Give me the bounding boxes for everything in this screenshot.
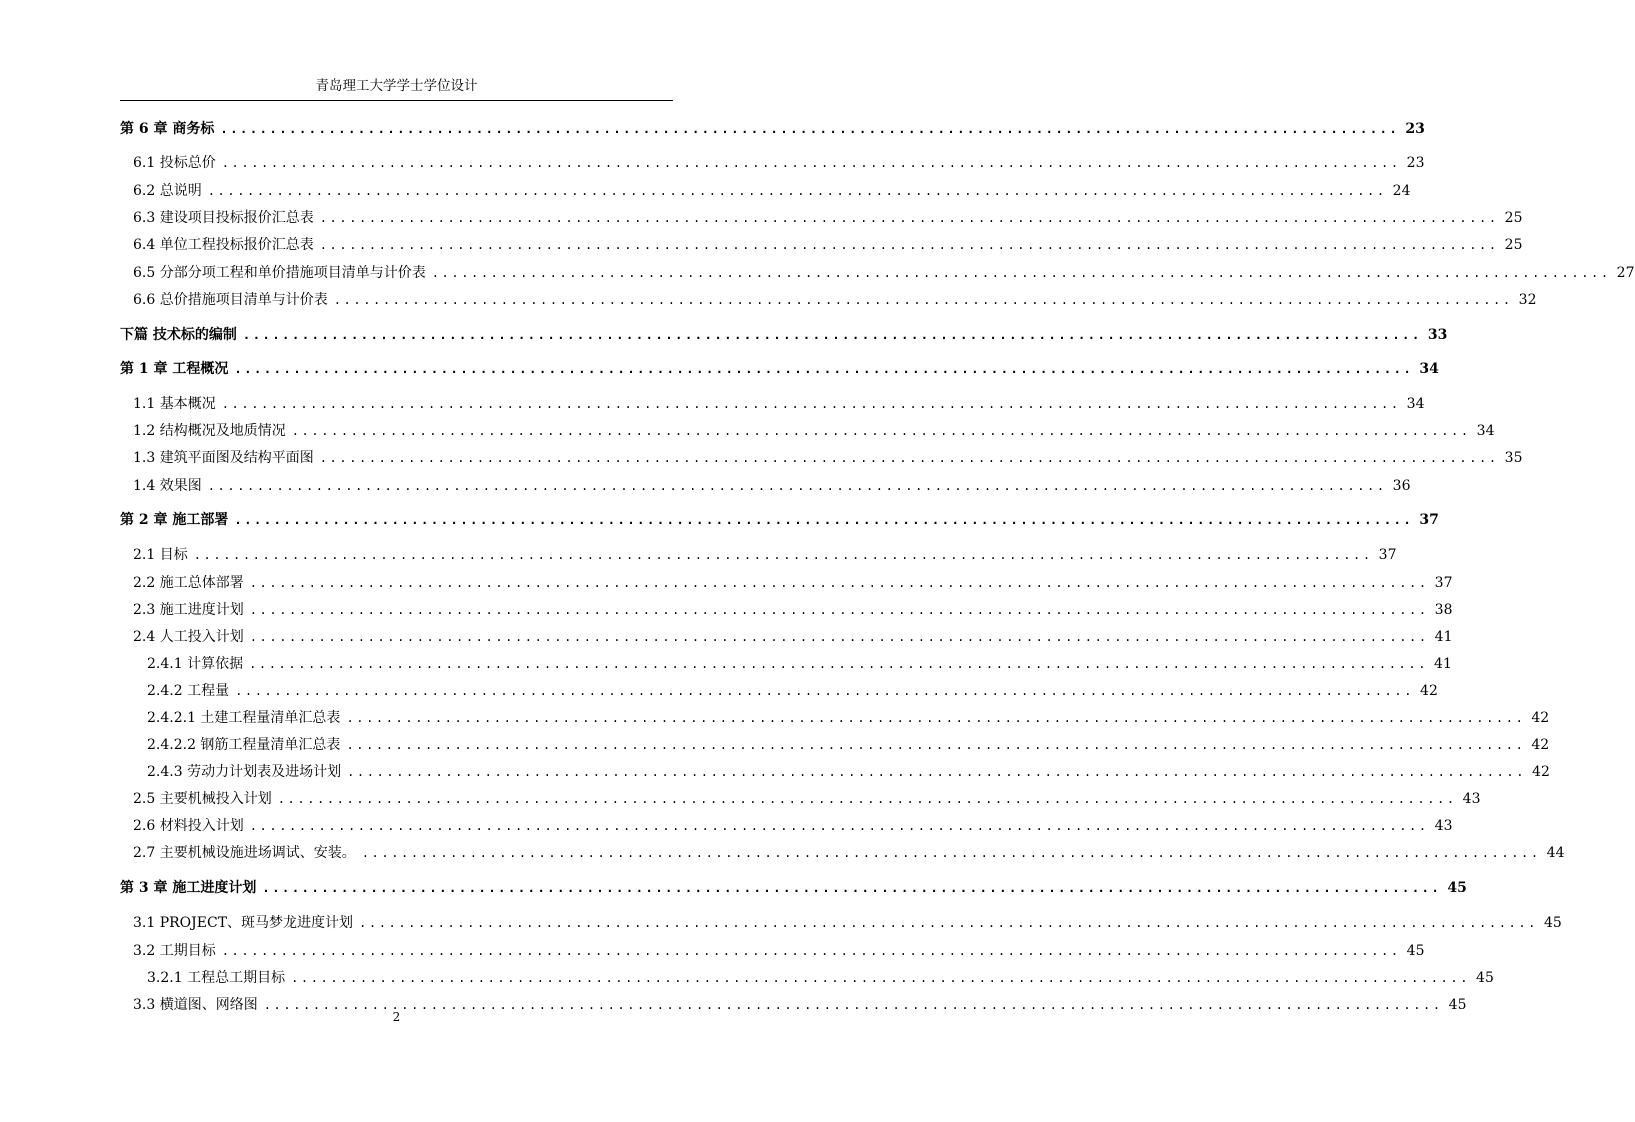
toc-entry-title: 第 6 章 商务标	[120, 121, 215, 137]
toc-leader-dots: ........................................................................................................................	[249, 630, 1429, 644]
toc-entry-title: 6.4 单位工程投标报价汇总表	[133, 237, 314, 253]
toc-entry[interactable]	[147, 680, 1438, 700]
toc-entry-title: 2.1 目标	[133, 547, 188, 563]
toc-entry-title: 1.1 基本概况	[133, 396, 216, 412]
toc-leader-dots: ........................................................................................................................	[249, 657, 1429, 671]
toc-leader-dots: ........................................................................................................................	[346, 738, 1526, 752]
toc-entry-page: 34	[1406, 396, 1425, 412]
toc-entry-title: 6.2 总说明	[133, 183, 202, 199]
toc-entry-title: 2.4 人工投入计划	[133, 629, 244, 645]
toc-leader-dots: ........................................................................................................................	[221, 944, 1401, 958]
toc-entry-page: 45	[1544, 915, 1562, 931]
toc-chapter-entry[interactable]	[120, 509, 1439, 529]
toc-entry-page: 44	[1546, 845, 1565, 861]
toc-entry[interactable]	[133, 788, 1481, 808]
toc-leader-dots: ........................................................................................................................	[319, 451, 1499, 465]
toc-leader-dots: ........................................................................................................................	[319, 211, 1499, 225]
toc-entry-title: 3.3 横道图、网络图	[133, 997, 258, 1013]
toc-entry-page: 45	[1448, 997, 1467, 1013]
toc-entry[interactable]	[147, 653, 1452, 673]
toc-entry[interactable]	[133, 234, 1523, 254]
toc-chapter-entry[interactable]	[120, 324, 1448, 344]
toc-entry-page: 32	[1518, 292, 1537, 308]
toc-entry-page: 25	[1504, 237, 1523, 253]
toc-entry-page: 27	[1616, 265, 1635, 281]
toc-entry-title: 2.7 主要机械设施进场调试、安装。	[133, 845, 356, 861]
toc-leader-dots: ........................................................................................................................	[249, 576, 1429, 590]
toc-leader-dots: ........................................................................................................................	[431, 266, 1611, 280]
toc-chapter-entry[interactable]	[120, 877, 1467, 897]
toc-chapter-entry[interactable]	[120, 358, 1439, 378]
toc-entry-page: 33	[1427, 327, 1448, 343]
toc-entry[interactable]	[133, 572, 1453, 592]
toc-entry-title: 第 1 章 工程概况	[120, 361, 229, 377]
toc-leader-dots: ........................................................................................................................	[221, 397, 1401, 411]
toc-entry[interactable]	[133, 626, 1453, 646]
toc-entry-page: 35	[1504, 450, 1523, 466]
toc-entry[interactable]	[147, 967, 1494, 987]
toc-entry[interactable]	[133, 393, 1425, 413]
toc-entry[interactable]	[133, 207, 1523, 227]
toc-entry-title: 6.6 总价措施项目清单与计价表	[133, 292, 328, 308]
toc-entry-page: 41	[1434, 656, 1452, 672]
toc-entry-page: 45	[1406, 943, 1425, 959]
toc-entry-page: 24	[1392, 183, 1411, 199]
toc-leader-dots: ........................................................................................................................	[262, 881, 1442, 895]
toc-entry-page: 23	[1405, 121, 1425, 137]
toc-leader-dots: ........................................................................................................................	[263, 998, 1443, 1012]
toc-leader-dots: ........................................................................................................................	[347, 765, 1527, 779]
toc-entry[interactable]	[133, 475, 1411, 495]
toc-entry-title: 第 3 章 施工进度计划	[120, 880, 257, 896]
toc-entry-title: 2.3 施工进度计划	[133, 602, 244, 618]
toc-leader-dots: ........................................................................................................................	[234, 362, 1414, 376]
toc-entry-title: 1.2 结构概况及地质情况	[133, 423, 286, 439]
toc-entry-page: 43	[1434, 818, 1453, 834]
toc-entry-title: 1.3 建筑平面图及结构平面图	[133, 450, 314, 466]
toc-entry-page: 23	[1406, 155, 1425, 171]
toc-entry-page: 34	[1476, 423, 1495, 439]
toc-leader-dots: ........................................................................................................................	[207, 479, 1387, 493]
toc-entry-title: 2.4.2.1 土建工程量清单汇总表	[147, 710, 341, 726]
toc-leader-dots: ........................................................................................................................	[234, 513, 1414, 527]
toc-entry[interactable]	[133, 912, 1562, 932]
toc-entry[interactable]	[147, 734, 1550, 754]
toc-entry-title: 3.1 PROJECT、斑马梦龙进度计划	[133, 915, 354, 931]
toc-entry-page: 41	[1434, 629, 1453, 645]
toc-entry-title: 下篇 技术标的编制	[120, 327, 237, 343]
toc-entry-page: 42	[1532, 764, 1550, 780]
toc-entry[interactable]	[133, 599, 1453, 619]
toc-entry-page: 42	[1531, 737, 1550, 753]
toc-leader-dots: ........................................................................................................................	[207, 184, 1387, 198]
toc-entry[interactable]	[133, 940, 1425, 960]
toc-entry-page: 25	[1504, 210, 1523, 226]
toc-entry-page: 36	[1392, 478, 1411, 494]
toc-leader-dots: ........................................................................................................................	[221, 156, 1401, 170]
toc-leader-dots: ........................................................................................................................	[359, 916, 1538, 930]
toc-leader-dots: ........................................................................................................................	[361, 846, 1541, 860]
toc-leader-dots: ........................................................................................................................	[291, 971, 1471, 985]
toc-entry-title: 6.5 分部分项工程和单价措施项目清单与计价表	[133, 265, 426, 281]
toc-entry-title: 1.4 效果图	[133, 478, 202, 494]
toc-leader-dots: ........................................................................................................................	[291, 424, 1471, 438]
toc-entry-page: 38	[1434, 602, 1453, 618]
toc-leader-dots: ........................................................................................................................	[235, 684, 1415, 698]
toc-entry-title: 2.4.3 劳动力计划表及进场计划	[147, 764, 342, 780]
toc-leader-dots: ........................................................................................................................	[193, 548, 1373, 562]
toc-entry-page: 42	[1420, 683, 1438, 699]
toc-leader-dots: ........................................................................................................................	[249, 603, 1429, 617]
toc-leader-dots: ........................................................................................................................	[277, 792, 1457, 806]
toc-entry[interactable]	[147, 761, 1550, 781]
toc-entry[interactable]	[133, 262, 1635, 282]
toc-entry-title: 3.2.1 工程总工期目标	[147, 970, 286, 986]
toc-entry[interactable]	[147, 707, 1550, 727]
toc-entry[interactable]	[133, 420, 1495, 440]
toc-entry[interactable]	[133, 815, 1453, 835]
toc-entry-title: 2.5 主要机械投入计划	[133, 791, 272, 807]
toc-entry-page: 42	[1531, 710, 1550, 726]
toc-leader-dots: ........................................................................................................................	[220, 122, 1400, 136]
toc-entry-page: 43	[1462, 791, 1481, 807]
toc-entry-title: 2.2 施工总体部署	[133, 575, 244, 591]
page-number: 2	[392, 1010, 401, 1024]
toc-entry-page: 37	[1419, 512, 1439, 528]
toc-entry-title: 2.6 材料投入计划	[133, 818, 244, 834]
toc-leader-dots: ........................................................................................................................	[242, 328, 1422, 342]
toc-entry-page: 34	[1419, 361, 1439, 377]
toc-leader-dots: ........................................................................................................................	[346, 711, 1526, 725]
toc-entry-page: 37	[1434, 575, 1453, 591]
toc-entry[interactable]	[133, 289, 1537, 309]
toc-entry[interactable]	[133, 842, 1565, 862]
toc-entry-title: 6.1 投标总价	[133, 155, 216, 171]
toc-entry[interactable]	[133, 447, 1523, 467]
toc-entry-page: 37	[1378, 547, 1397, 563]
toc-entry[interactable]	[133, 544, 1397, 564]
toc-entry-title: 2.4.2 工程量	[147, 683, 230, 699]
toc-leader-dots: ........................................................................................................................	[333, 293, 1513, 307]
toc-entry-page: 45	[1447, 880, 1467, 896]
toc-entry-title: 6.3 建设项目投标报价汇总表	[133, 210, 314, 226]
toc-leader-dots: ........................................................................................................................	[249, 819, 1429, 833]
toc-entry[interactable]	[133, 152, 1425, 172]
toc-entry-title: 3.2 工期目标	[133, 943, 216, 959]
toc-entry-page: 45	[1476, 970, 1494, 986]
toc-entry[interactable]	[133, 180, 1411, 200]
toc-entry-title: 2.4.2.2 钢筋工程量清单汇总表	[147, 737, 341, 753]
page-header-title: 青岛理工大学学士学位设计	[315, 78, 478, 94]
toc-entry-title: 2.4.1 计算依据	[147, 656, 244, 672]
toc-leader-dots: ........................................................................................................................	[319, 238, 1499, 252]
toc-entry-title: 第 2 章 施工部署	[120, 512, 229, 528]
toc-chapter-entry[interactable]	[120, 118, 1425, 138]
